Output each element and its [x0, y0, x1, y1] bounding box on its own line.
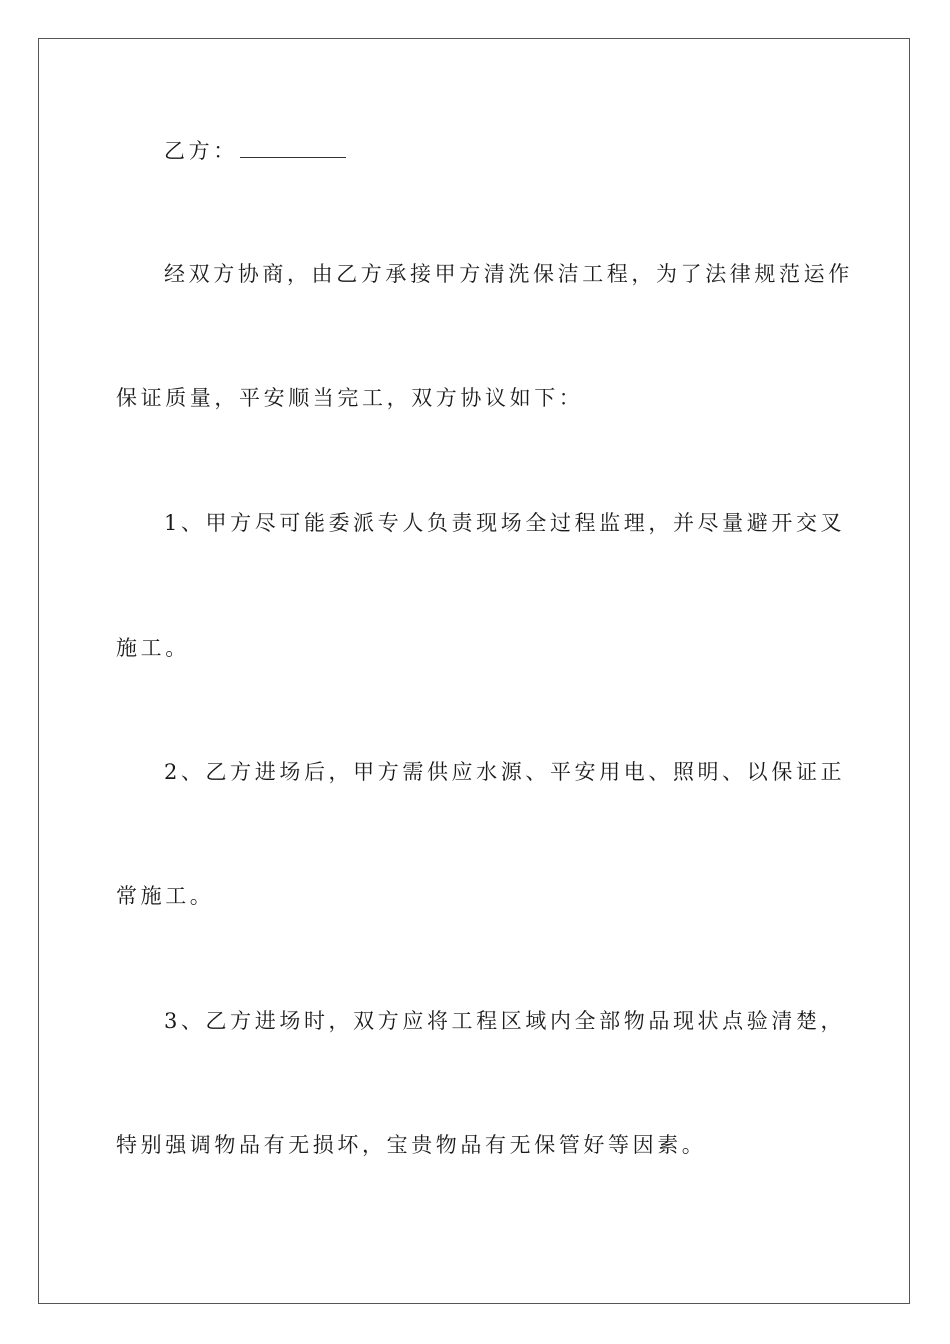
clause-1-line-1: 1、甲方尽可能委派专人负责现场全过程监理，并尽量避开交叉 — [164, 511, 846, 535]
party-b-line — [164, 136, 346, 166]
clause-3-line-1: 3、乙方进场时，双方应将工程区域内全部物品现状点验清楚， — [164, 1009, 846, 1033]
page-border — [38, 38, 910, 1304]
party-b-blank — [240, 137, 346, 158]
clause-2-line-2: 常施工。 — [116, 884, 215, 908]
paragraph-intro-line-2: 保证质量，平安顺当完工，双方协议如下： — [116, 386, 584, 410]
clause-2-line-1: 2、乙方进场后，甲方需供应水源、平安用电、照明、以保证正 — [164, 760, 846, 784]
paragraph-intro-line-1: 经双方协商，由乙方承接甲方清洗保洁工程，为了法律规范运作 — [164, 262, 853, 286]
clause-1-line-2: 施工。 — [116, 636, 190, 660]
party-b-label: 乙方： — [164, 139, 238, 163]
clause-3-line-2: 特别强调物品有无损坏，宝贵物品有无保管好等因素。 — [116, 1133, 707, 1157]
